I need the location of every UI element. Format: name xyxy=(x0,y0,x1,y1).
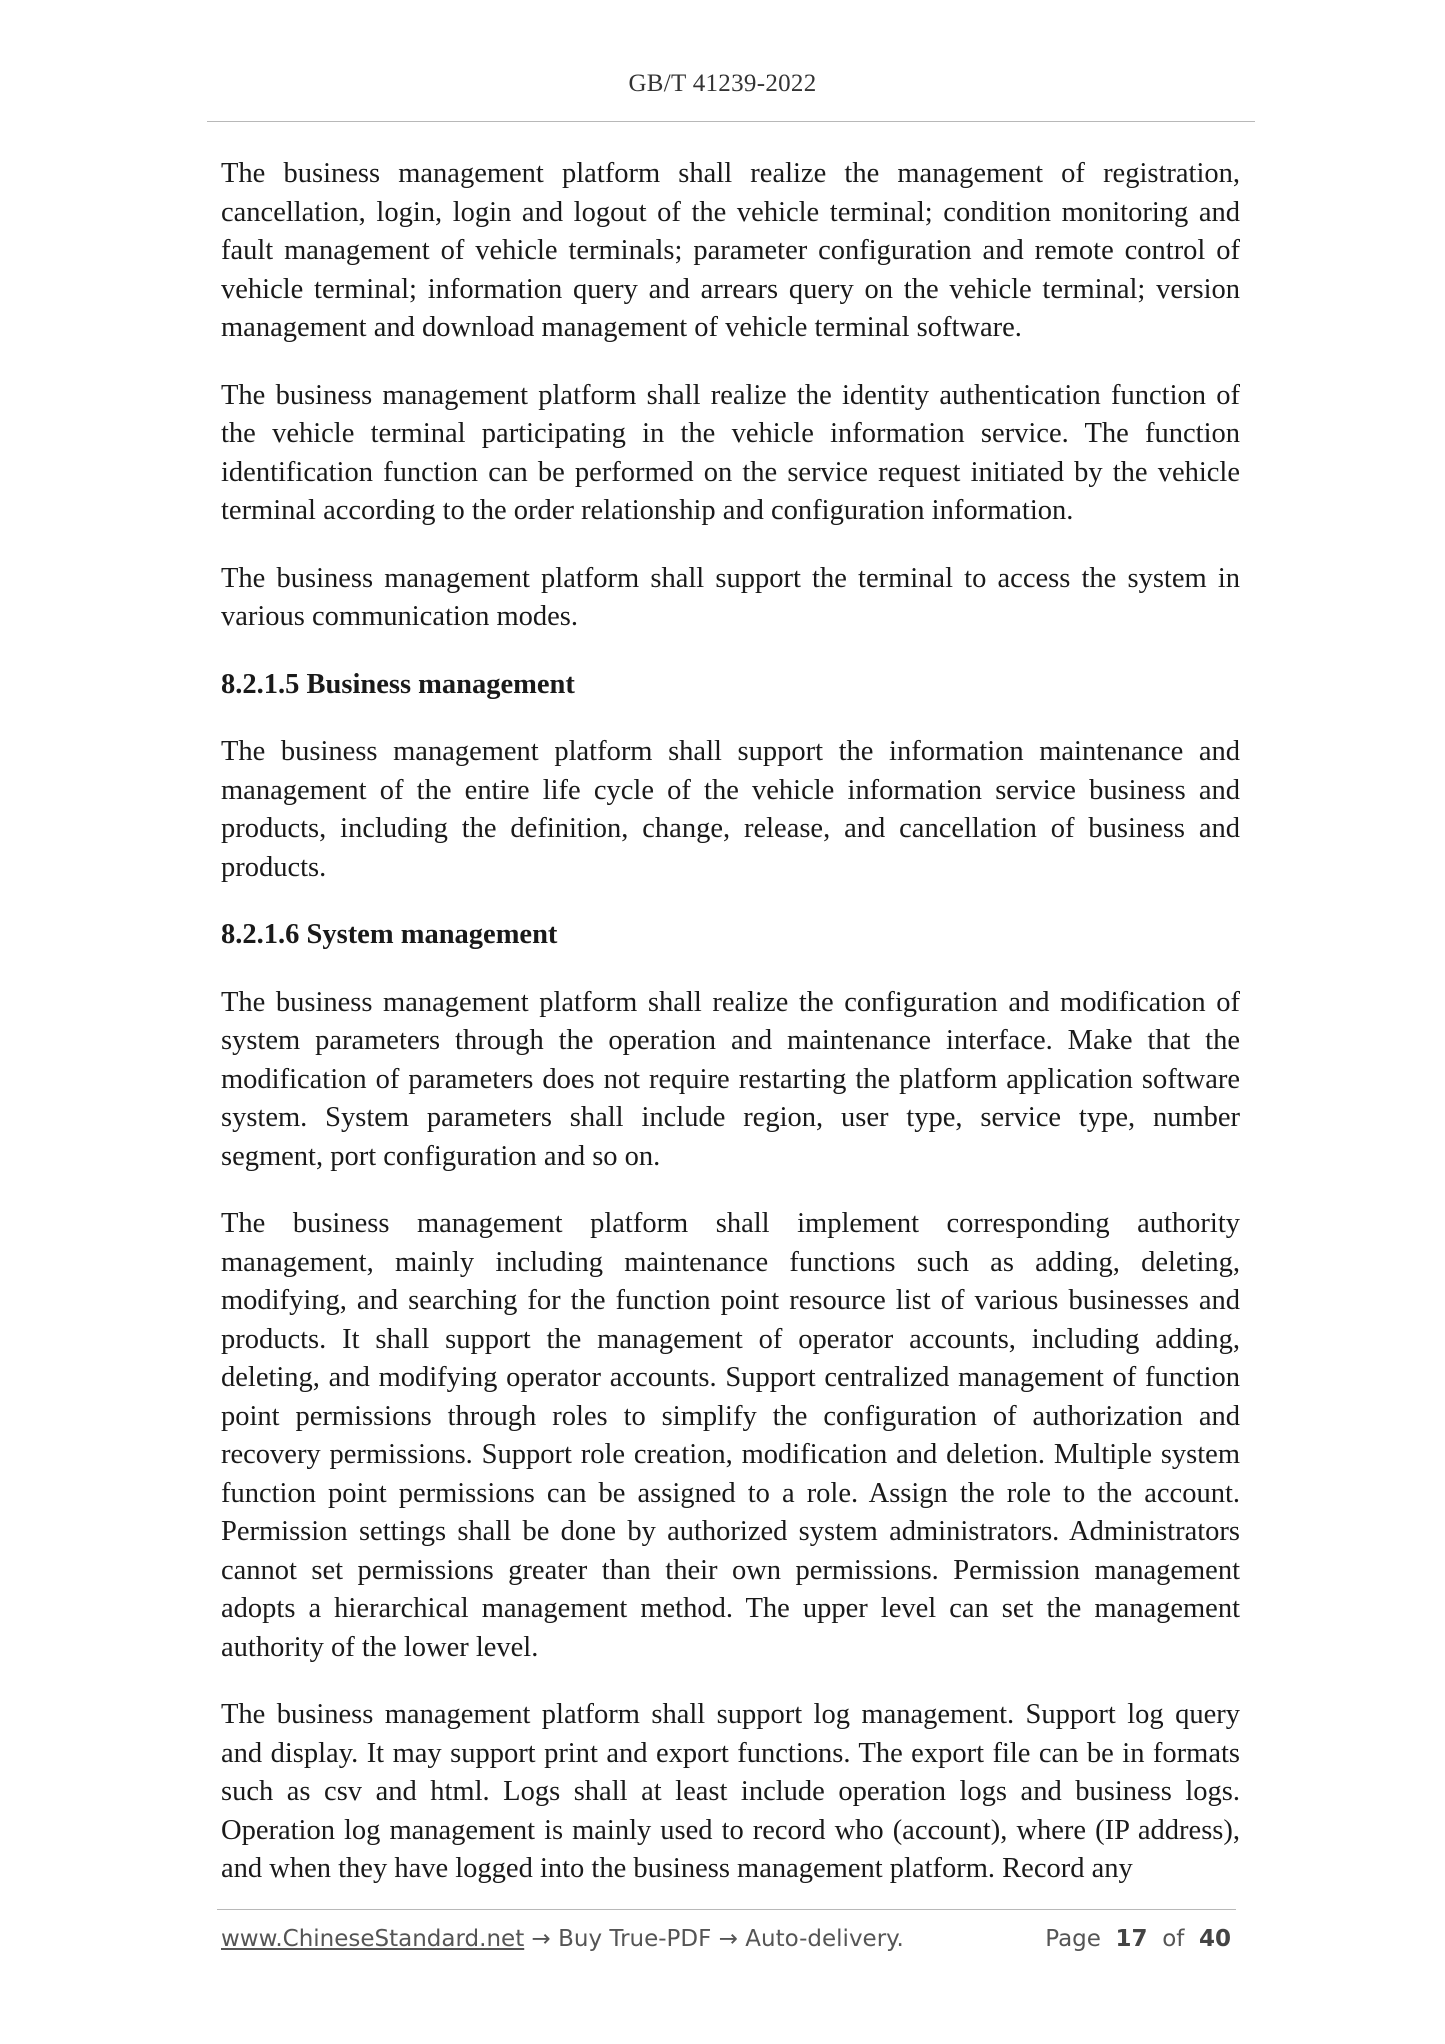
current-page-number: 17 xyxy=(1115,1926,1148,1952)
page-number xyxy=(1045,1926,1231,1952)
footer-promo xyxy=(221,1926,904,1952)
paragraph-terminal-management: The business management platform shall realize the management of registration, cancellation, login, login and logout of the vehicle terminal; condition monitoring and fault management of vehicle terminals; parameter configuration and remote control of vehicle terminal; information query and arrears query on the vehicle terminal; version management and download management of vehicle terminal software. xyxy=(221,158,1240,343)
page-label: Page xyxy=(1045,1926,1101,1952)
section-heading-system-management: 8.2.1.6 System management xyxy=(221,919,558,950)
arrow-icon: → xyxy=(531,1926,551,1952)
paragraph-authority-management: The business management platform shall implement corresponding authority management, mainly including maintenance functions such as adding, deleting, modifying, and searching for the function point resource list of various businesses and products. It shall support the management of operator accounts, including adding, deleting, and modifying operator accounts. Support centralized management of function point permissions through roles to simplify the configuration of authorization and recovery permissions. Support role creation, modification and deletion. Multiple system function point permissions can be assigned to a role. Assign the role to the account. Permission settings shall be done by authorized system administrators. Administrators cannot set permissions greater than their own permissions. Permission management adopts a hierarchical management method. The upper level can set the management authority of the lower level. xyxy=(221,1208,1240,1663)
paragraph-identity-authentication: The business management platform shall realize the identity authentication function of the vehicle terminal participating in the vehicle information service. The function identification function can be performed on the service request initiated by the vehicle terminal according to the order relationship and configuration information. xyxy=(221,379,1240,526)
paragraph-log-management: The business management platform shall support log management. Support log query and display. It may support print and export functions. The export file can be in formats such as csv and html. Logs shall at least include operation logs and business logs. Operation log management is mainly used to record who (account), where (IP address), and when they have logged into the business management platform. Record any xyxy=(221,1699,1240,1884)
buy-true-pdf-text: Buy True-PDF xyxy=(558,1926,712,1952)
total-page-number: 40 xyxy=(1198,1926,1231,1952)
paragraph-system-parameters: The business management platform shall realize the configuration and modification of system parameters through the operation and maintenance interface. Make that the modification of parameters does not require restarting the platform application software system. System parameters shall include region, user type, service type, number segment, port configuration and so on. xyxy=(221,986,1240,1172)
footer-divider xyxy=(217,1909,1236,1910)
site-link[interactable]: www.ChineseStandard.net xyxy=(221,1926,525,1952)
paragraph-communication-modes: The business management platform shall support the terminal to access the system in various communication modes. xyxy=(221,562,1240,632)
page-footer xyxy=(221,1926,1231,1952)
auto-delivery-text: Auto-delivery. xyxy=(745,1926,904,1952)
running-header: GB/T 41239-2022 xyxy=(628,70,817,97)
paragraph-business-lifecycle: The business management platform shall support the information maintenance and management of the entire life cycle of the vehicle information service business and products, including the definition, change, release, and cancellation of business and products. xyxy=(221,736,1240,883)
of-label: of xyxy=(1162,1926,1185,1952)
header-divider xyxy=(207,121,1255,122)
document-body xyxy=(221,155,1240,1918)
arrow-icon: → xyxy=(718,1926,738,1952)
section-heading-business-management: 8.2.1.5 Business management xyxy=(221,668,575,700)
